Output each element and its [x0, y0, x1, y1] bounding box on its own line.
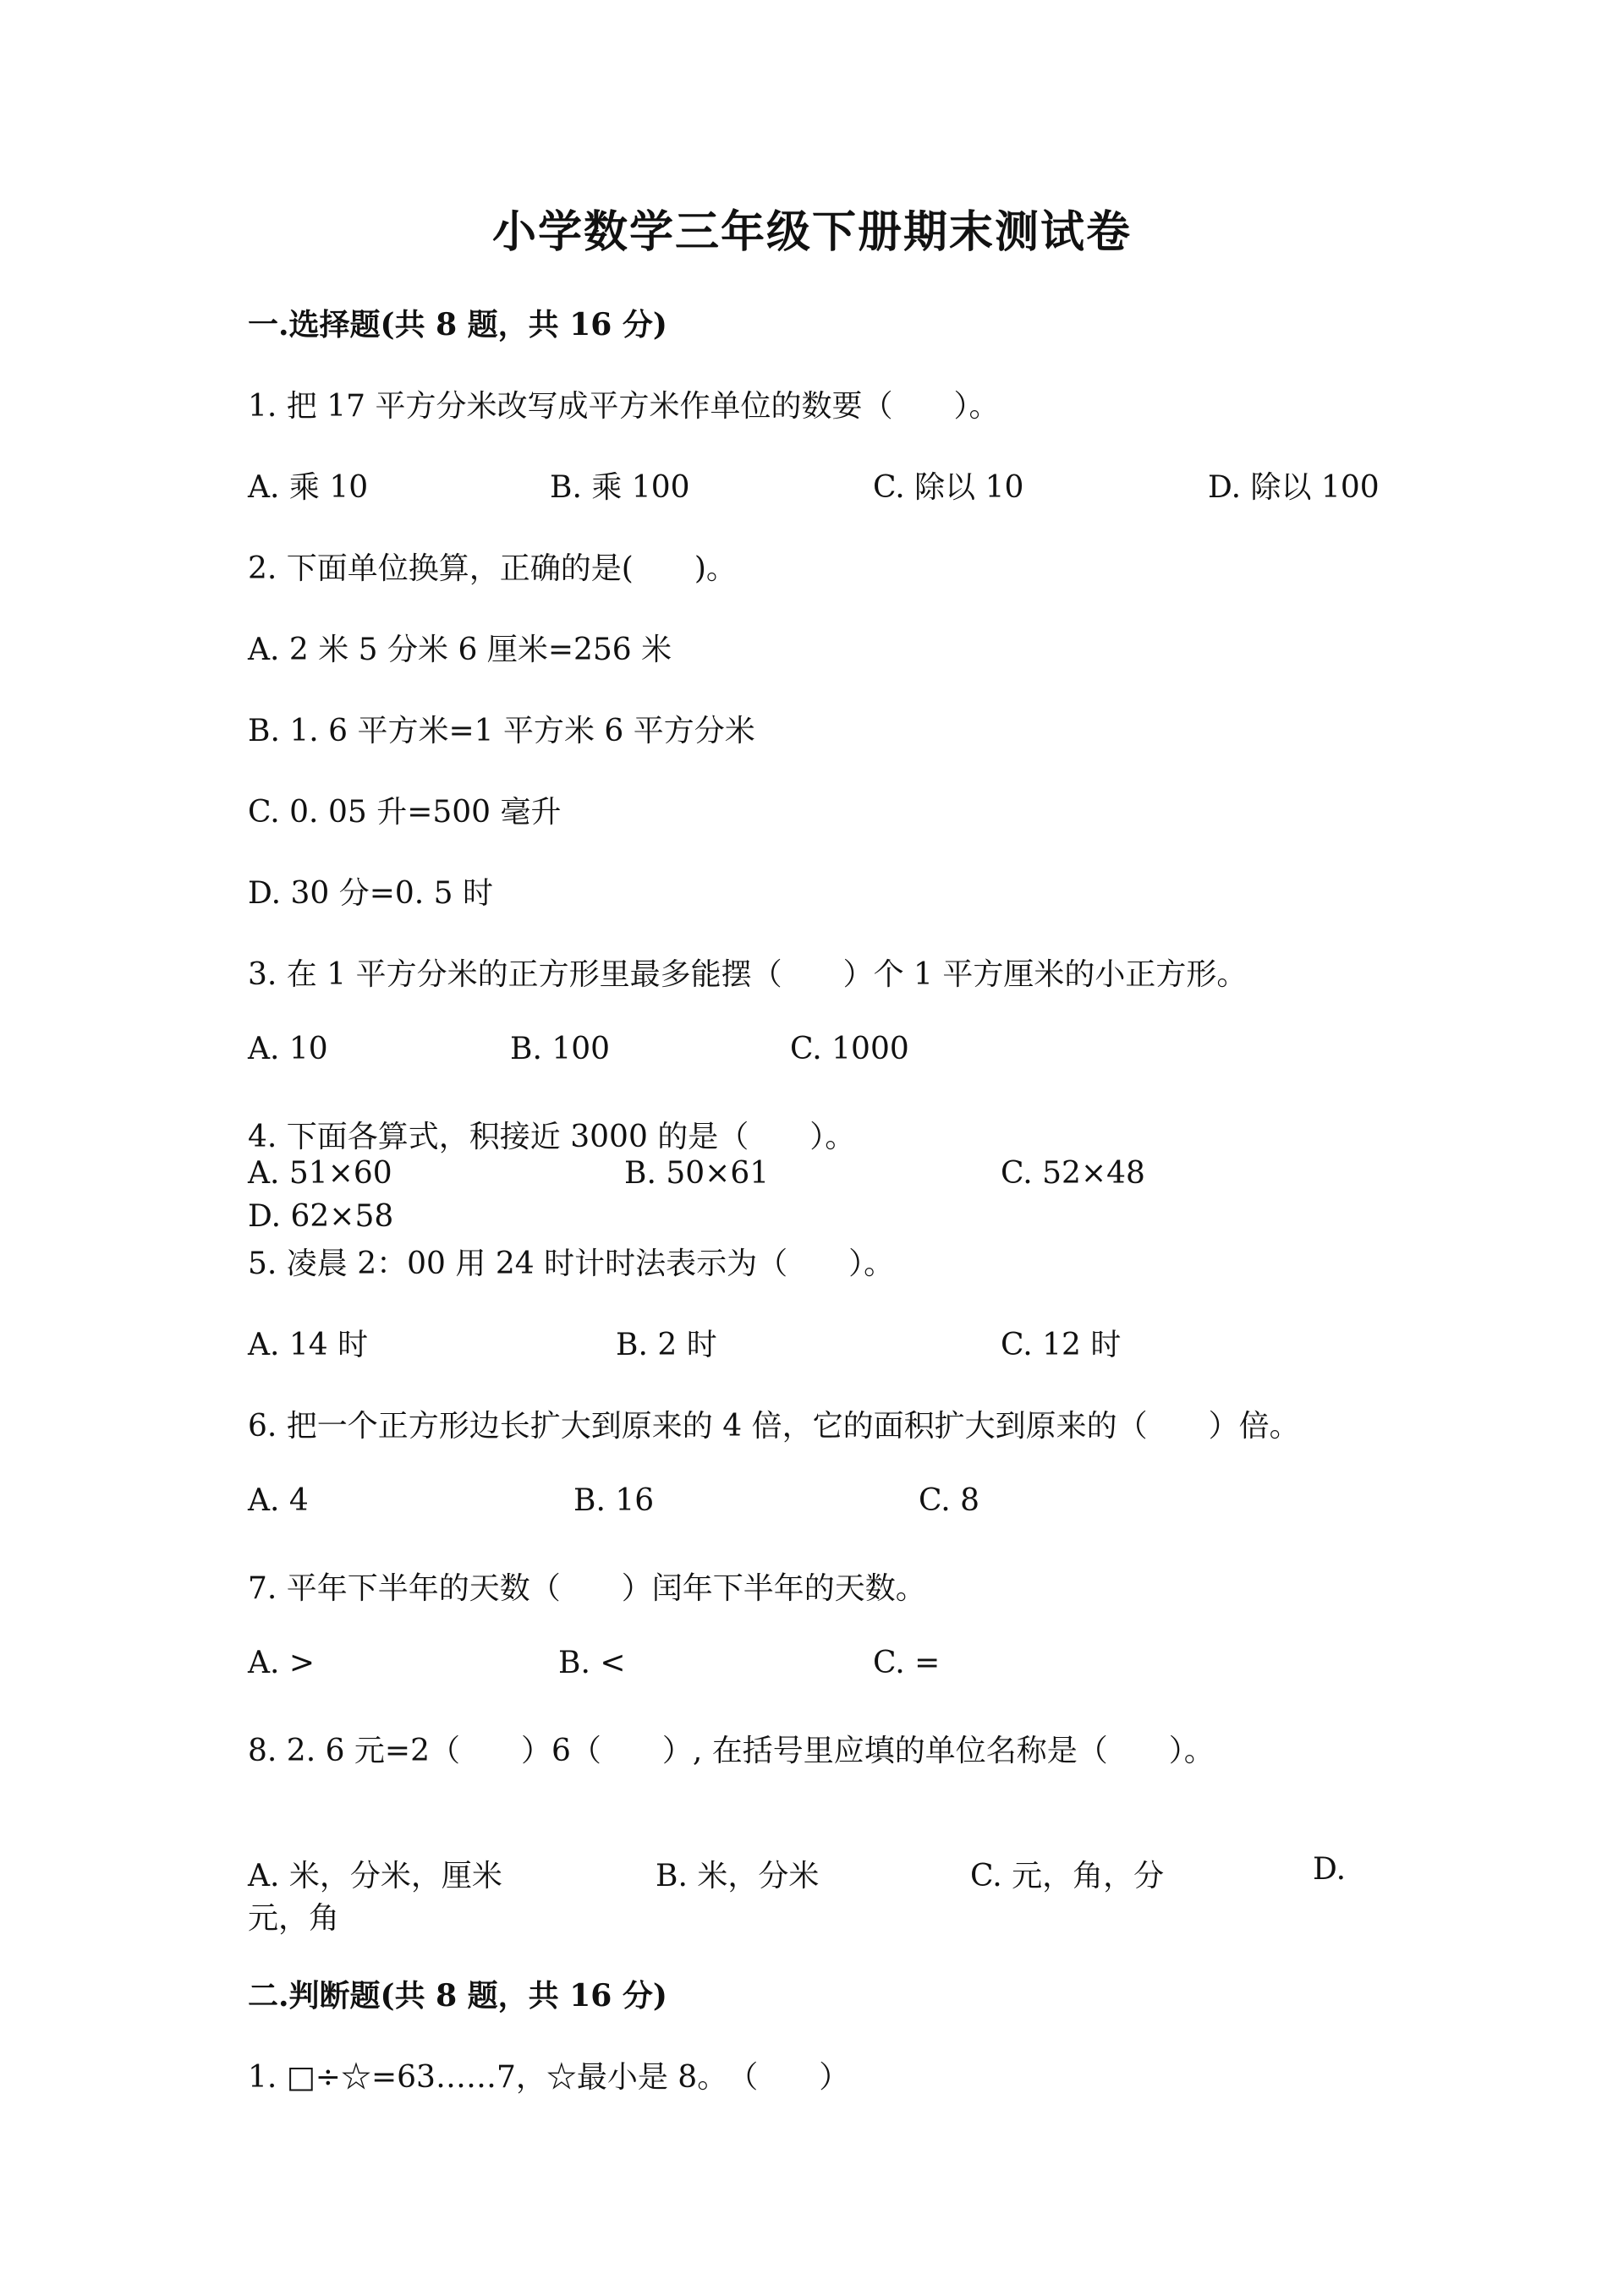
question-4-stem: 4. 下面各算式，积接近 3000 的是（ ）。 [248, 1120, 856, 1154]
question-6-option-a: A. 4 [248, 1483, 309, 1518]
question-8-option-a: A. 米，分米，厘米 [248, 1859, 502, 1893]
question-7-option-c: C. = [873, 1646, 941, 1680]
question-8-option-d-continued: 元，角 [248, 1901, 340, 1936]
question-7-option-b: B. < [558, 1646, 626, 1680]
judgment-question-1-stem: 1. □÷☆=63……7，☆最小是 8。 （ ） [248, 2060, 850, 2095]
question-6-stem: 6. 把一个正方形边长扩大到原来的 4 倍，它的面积扩大到原来的（ ）倍。 [248, 1409, 1300, 1444]
question-8-option-d: D. [1313, 1852, 1347, 1887]
question-5-option-b: B. 2 时 [616, 1328, 717, 1362]
question-6-option-b: B. 16 [573, 1483, 655, 1518]
question-5-stem: 5. 凌晨 2：00 用 24 时计时法表示为（ ）。 [248, 1247, 895, 1281]
question-3-option-c: C. 1000 [790, 1032, 909, 1066]
section-2-title: 二.判断题(共 8 题，共 16 分) [248, 1978, 667, 2014]
question-5-option-c: C. 12 时 [1001, 1328, 1122, 1362]
question-8-option-c: C. 元，角，分 [970, 1859, 1165, 1893]
question-6-option-c: C. 8 [919, 1483, 980, 1518]
question-3-option-b: B. 100 [510, 1032, 611, 1066]
question-3-stem: 3. 在 1 平方分米的正方形里最多能摆（ ）个 1 平方厘米的小正方形。 [248, 957, 1248, 992]
question-4-option-c: C. 52×48 [1001, 1156, 1145, 1191]
question-1-option-d: D. 除以 100 [1208, 470, 1380, 505]
question-8-option-b: B. 米，分米 [656, 1859, 820, 1893]
question-2-option-c: C. 0. 05 升=500 毫升 [248, 795, 562, 830]
question-2-option-b: B. 1. 6 平方米=1 平方米 6 平方分米 [248, 714, 755, 748]
question-1-option-b: B. 乘 100 [550, 470, 690, 505]
question-1-option-a: A. 乘 10 [248, 470, 369, 505]
section-1-title: 一.选择题(共 8 题，共 16 分) [248, 307, 667, 342]
question-8-stem: 8. 2. 6 元=2（ ）6（ ）, 在括号里应填的单位名称是（ ）。 [248, 1734, 1215, 1768]
question-2-option-a: A. 2 米 5 分米 6 厘米=256 米 [248, 633, 672, 667]
question-1-option-c: C. 除以 10 [873, 470, 1024, 505]
question-4-option-a: A. 51×60 [248, 1156, 392, 1191]
question-7-option-a: A. > [248, 1646, 315, 1680]
question-2-option-d: D. 30 分=0. 5 时 [248, 876, 494, 911]
question-7-stem: 7. 平年下半年的天数（ ）闰年下半年的天数。 [248, 1571, 926, 1606]
question-4-option-b: B. 50×61 [624, 1156, 770, 1191]
question-4-option-d: D. 62×58 [248, 1199, 394, 1234]
question-2-stem: 2. 下面单位换算，正确的是( )。 [248, 551, 737, 586]
question-5-option-a: A. 14 时 [248, 1328, 369, 1362]
question-1-stem: 1. 把 17 平方分米改写成平方米作单位的数要（ ）。 [248, 389, 1000, 424]
exam-title: 小学数学三年级下册期末测试卷 [491, 206, 1132, 258]
question-3-option-a: A. 10 [248, 1032, 328, 1066]
